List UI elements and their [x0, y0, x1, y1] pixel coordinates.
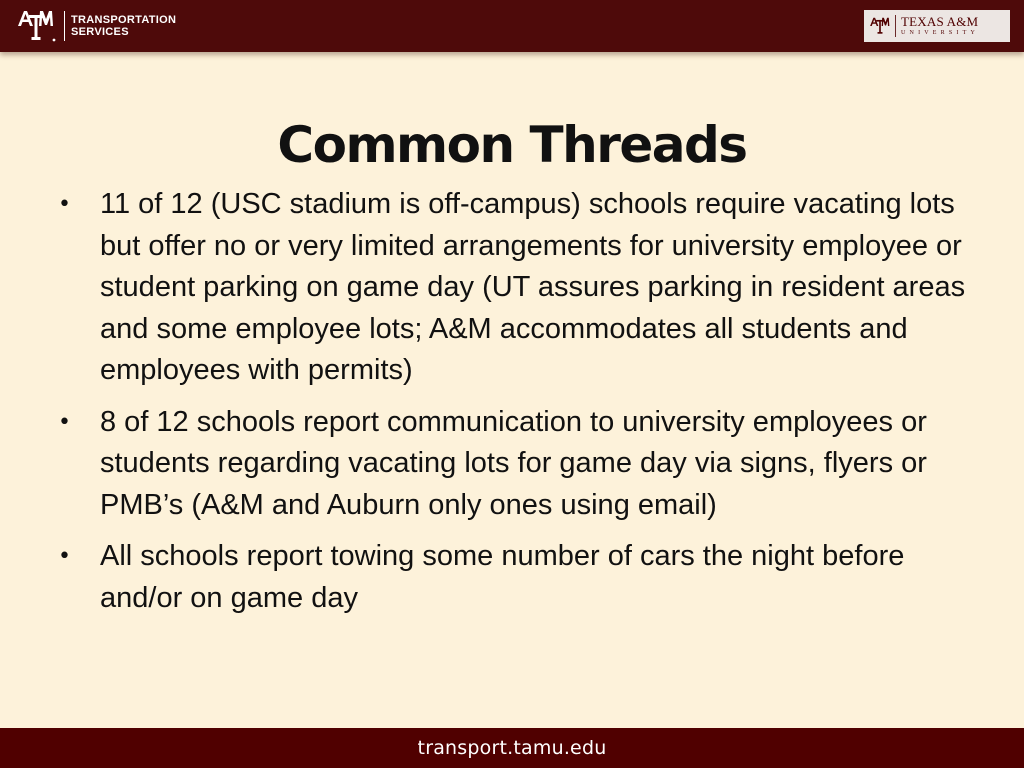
department-name — [71, 14, 176, 38]
bullet-item — [58, 184, 978, 392]
atm-small-logo-icon — [869, 15, 891, 37]
university-name: TEXAS A&M — [901, 14, 979, 29]
department-line-1: TRANSPORTATION — [71, 14, 177, 26]
bullet-dot-icon: • — [58, 544, 71, 569]
bullet-item — [58, 536, 978, 619]
bullet-item — [58, 402, 978, 527]
university-wordmark — [901, 15, 979, 37]
footer-url: transport.tamu.edu — [417, 737, 607, 759]
transportation-services-logo — [16, 9, 176, 43]
bullet-text: 8 of 12 schools report communication to university employees or students regarding vacating lots for game day via signs, flyers or PMB’s (A&M and Auburn only ones using email) — [100, 405, 927, 521]
department-line-2: SERVICES — [71, 26, 129, 38]
footer-bar — [0, 728, 1024, 768]
header-bar — [0, 0, 1024, 52]
university-subtitle: UNIVERSITY — [901, 30, 979, 36]
bullet-dot-icon: • — [58, 409, 71, 435]
logo-divider — [64, 11, 65, 41]
bullet-text: 11 of 12 (USC stadium is off-campus) schools require vacating lots but offer no or very limited arrangements for university employee or student parking on game day (UT assures parking in resident areas and some employee lots; A&M accommodates all students and employees with permits) — [100, 188, 966, 386]
atm-logo-icon — [16, 9, 56, 43]
right-logo-divider — [895, 15, 896, 37]
slide-title: Common Threads — [277, 115, 747, 174]
bullet-list — [58, 184, 978, 629]
texas-am-university-logo — [864, 10, 1010, 42]
bullet-dot-icon: • — [58, 192, 71, 217]
bullet-text: All schools report towing some number of cars the night before and/or on game day — [100, 540, 905, 614]
